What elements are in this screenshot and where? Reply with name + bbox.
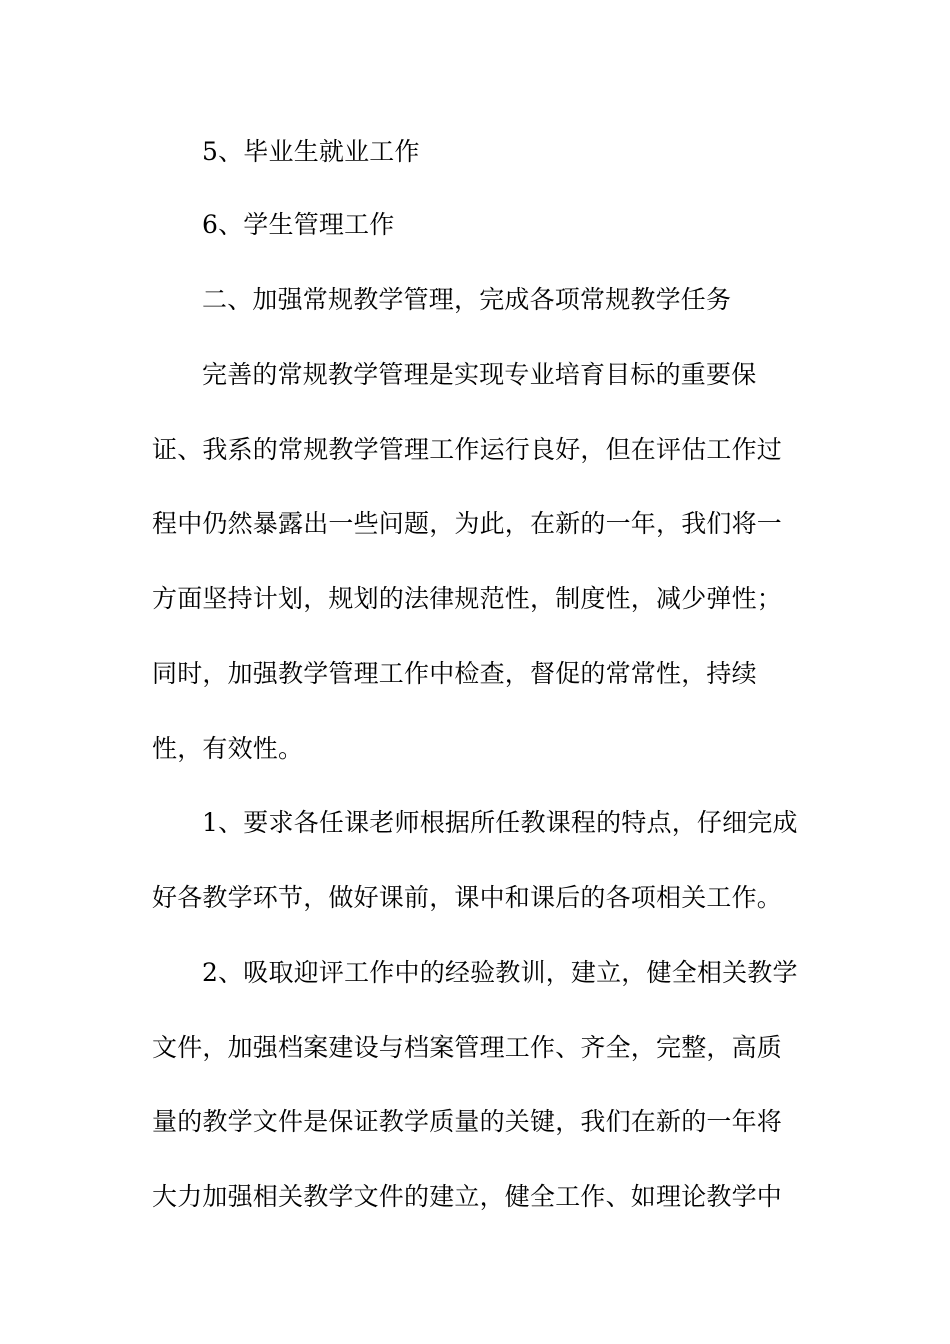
- paragraph-line: 大力加强相关教学文件的建立，健全工作、如理论教学中: [152, 1182, 783, 1211]
- paragraph-line: 性，有效性。: [152, 734, 304, 763]
- paragraph-line: 证、我系的常规教学管理工作运行良好，但在评估工作过: [152, 435, 783, 464]
- paragraph-line: 方面坚持计划，规划的法律规范性，制度性，减少弹性；: [152, 584, 783, 613]
- paragraph-line: 1、要求各任课老师根据所任教课程的特点，仔细完成: [202, 808, 798, 837]
- section-heading: 二、加强常规教学管理，完成各项常规教学任务: [202, 285, 732, 314]
- paragraph-line: 程中仍然暴露出一些问题，为此，在新的一年，我们将一: [152, 509, 783, 538]
- paragraph-line: 同时，加强教学管理工作中检查，督促的常常性，持续: [152, 659, 757, 688]
- paragraph-line: 好各教学环节，做好课前，课中和课后的各项相关工作。: [152, 883, 783, 912]
- paragraph-line: 文件，加强档案建设与档案管理工作、齐全，完整，高质: [152, 1033, 783, 1062]
- list-item-graduate-employment: 5、毕业生就业工作: [202, 137, 420, 166]
- paragraph-line: 2、吸取迎评工作中的经验教训，建立，健全相关教学: [202, 958, 798, 987]
- list-item-student-management: 6、学生管理工作: [202, 210, 395, 239]
- paragraph-line: 完善的常规教学管理是实现专业培育目标的重要保: [202, 360, 757, 389]
- paragraph-line: 量的教学文件是保证教学质量的关键，我们在新的一年将: [152, 1107, 783, 1136]
